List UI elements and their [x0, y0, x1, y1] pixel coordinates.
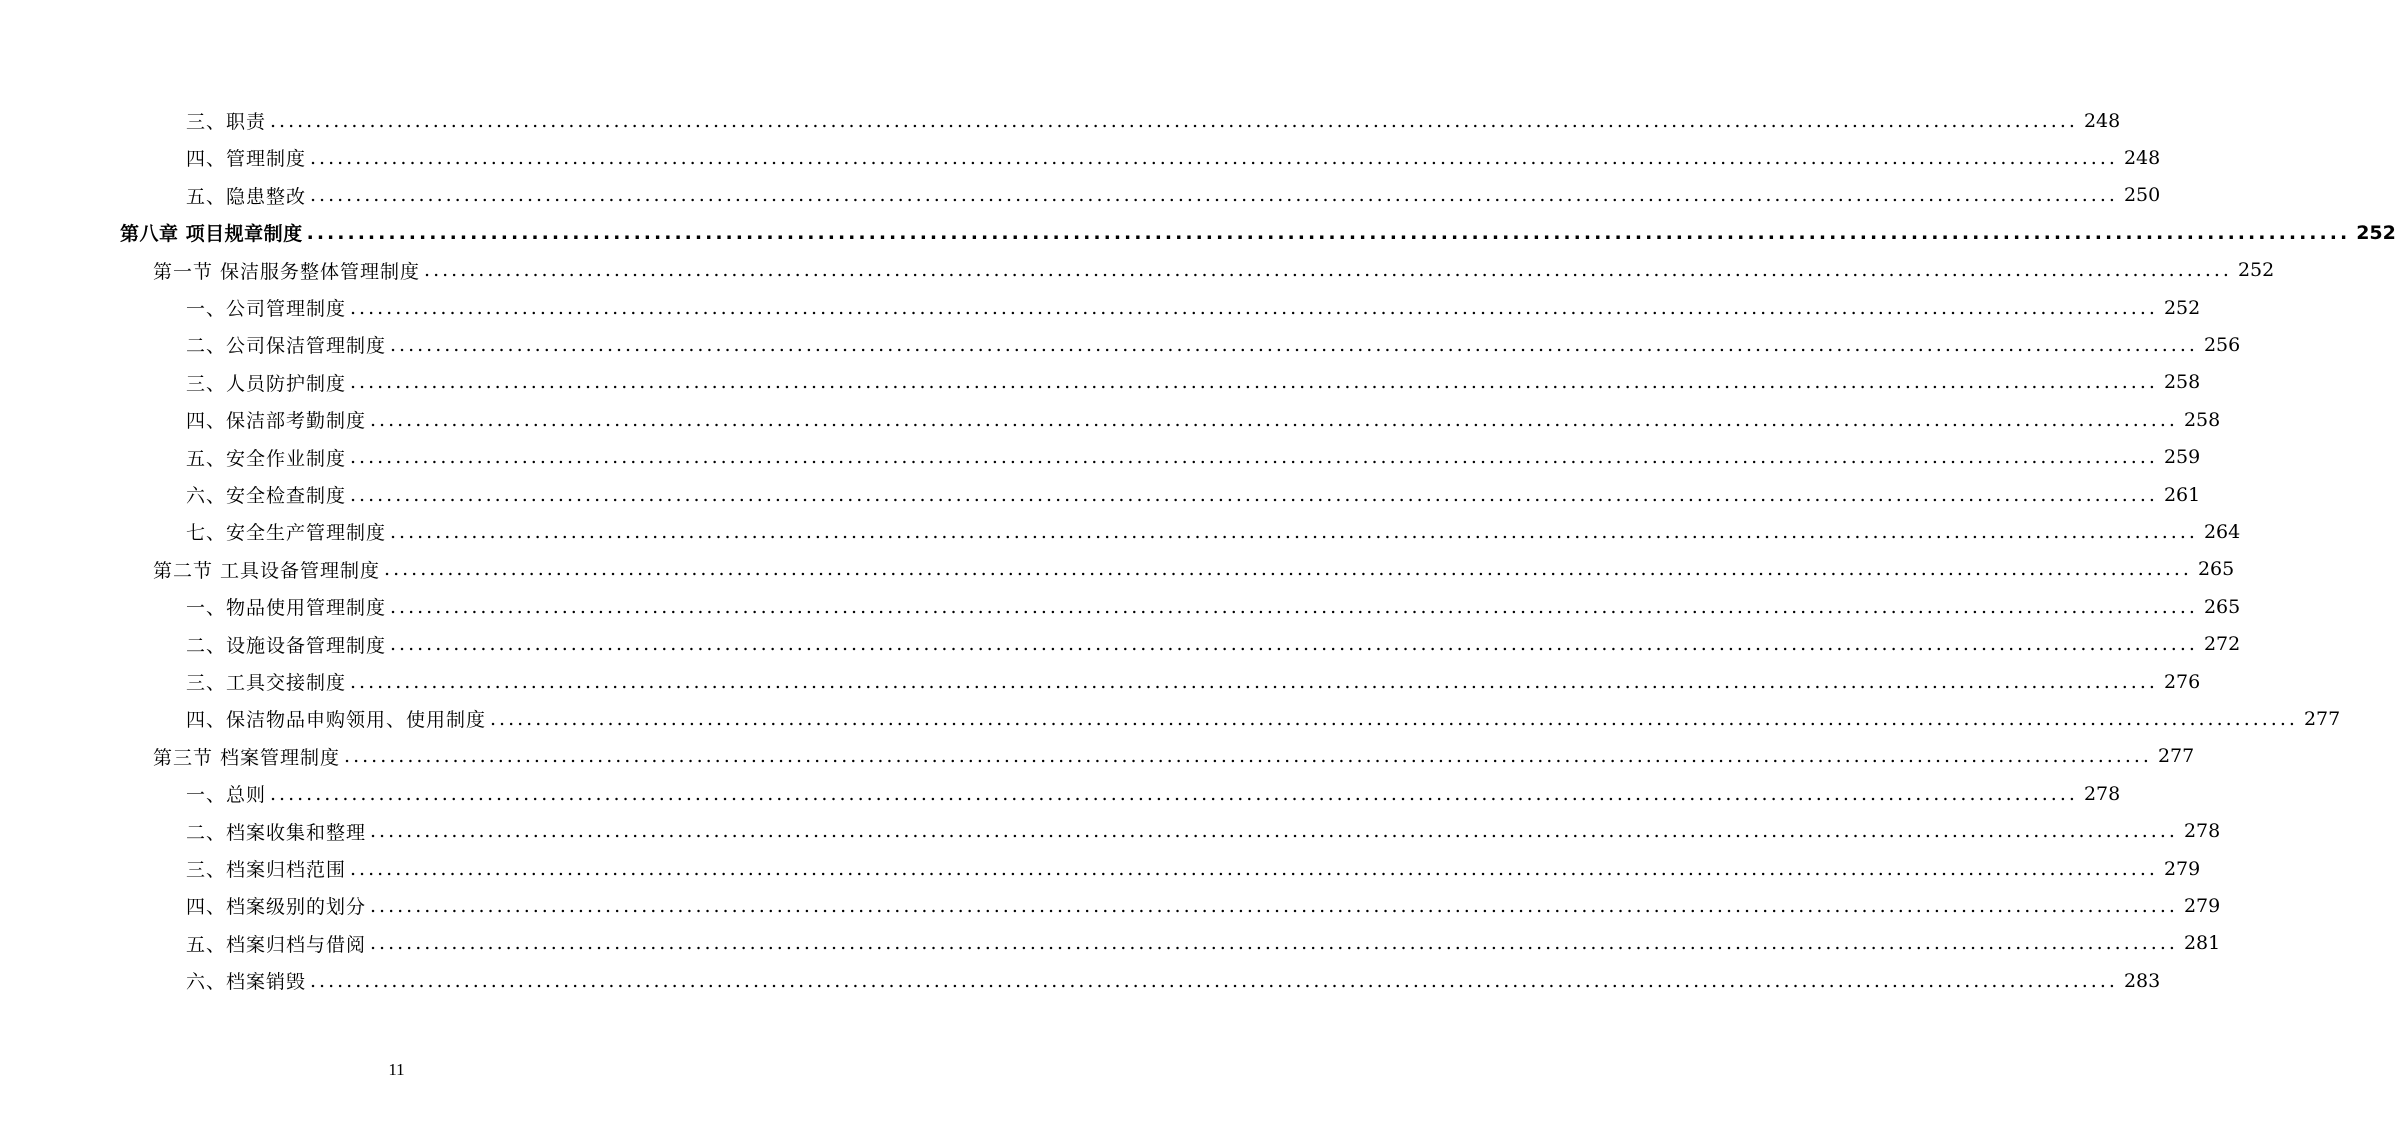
toc-entry-title: 第三节 档案管理制度	[153, 746, 341, 769]
page-number: 11	[388, 1060, 405, 1079]
toc-item-entry	[186, 925, 2221, 962]
toc-item-entry	[186, 850, 2201, 887]
toc-chapter-entry	[120, 214, 2396, 251]
toc-item-entry	[186, 476, 2201, 513]
toc-leader-dots: ........................................................................................................................................................................................................	[390, 633, 2198, 656]
toc-entry-title: 四、保洁物品申购领用、使用制度	[186, 709, 487, 732]
toc-entry-title: 一、物品使用管理制度	[186, 597, 387, 620]
toc-entry-page: 258	[2183, 408, 2221, 431]
toc-entry-page: 248	[2083, 109, 2121, 132]
toc-item-entry	[186, 887, 2221, 924]
toc-leader-dots: ........................................................................................................................................................................................................	[350, 483, 2158, 506]
toc-entry-title: 五、档案归档与借阅	[186, 933, 367, 956]
toc-leader-dots: ........................................................................................................................................................................................................	[370, 894, 2178, 917]
toc-entry-page: 283	[2123, 969, 2161, 992]
toc-leader-dots: ........................................................................................................................................................................................................	[310, 184, 2118, 207]
toc-section-entry	[153, 551, 2235, 588]
toc-entry-title: 三、人员防护制度	[186, 372, 347, 395]
toc-leader-dots: ........................................................................................................................................................................................................	[270, 782, 2078, 805]
toc-entry-title: 五、隐患整改	[186, 185, 307, 208]
toc-item-entry	[186, 364, 2201, 401]
toc-item-entry	[186, 401, 2221, 438]
toc-entry-page: 264	[2203, 520, 2241, 543]
toc-entry-page: 248	[2123, 146, 2161, 169]
toc-entry-page: 278	[2083, 782, 2121, 805]
toc-leader-dots: ........................................................................................................................................................................................................	[350, 446, 2158, 469]
toc-entry-title: 二、设施设备管理制度	[186, 634, 387, 657]
toc-leader-dots: ........................................................................................................................................................................................................	[344, 745, 2152, 768]
toc-entry-title: 第二节 工具设备管理制度	[153, 559, 381, 582]
toc-item-entry	[186, 513, 2241, 550]
toc-item-entry	[186, 439, 2201, 476]
toc-entry-page: 272	[2203, 633, 2241, 656]
toc-leader-dots: ........................................................................................................................................................................................................	[384, 558, 2192, 581]
toc-leader-dots: ........................................................................................................................................................................................................	[270, 109, 2078, 132]
toc-entry-title: 二、档案收集和整理	[186, 821, 367, 844]
toc-entry-page: 259	[2163, 446, 2201, 469]
toc-leader-dots: ........................................................................................................................................................................................................	[370, 408, 2178, 431]
toc-item-entry	[186, 588, 2241, 625]
toc-item-entry	[186, 177, 2161, 214]
toc-item-entry	[186, 102, 2121, 139]
toc-leader-dots: ........................................................................................................................................................................................................	[424, 259, 2232, 282]
toc-leader-dots: ........................................................................................................................................................................................................	[370, 932, 2178, 955]
toc-leader-dots: ........................................................................................................................................................................................................	[350, 296, 2158, 319]
toc-item-entry	[186, 962, 2161, 999]
toc-leader-dots: ........................................................................................................................................................................................................	[306, 221, 2351, 244]
toc-entry-title: 六、安全检查制度	[186, 485, 347, 507]
toc-entry-title: 五、安全作业制度	[186, 447, 347, 470]
toc-entry-page: 265	[2203, 595, 2241, 618]
toc-entry-title: 第一节 保洁服务整体管理制度	[153, 260, 421, 283]
toc-entry-page: 258	[2163, 371, 2201, 394]
toc-leader-dots: ........................................................................................................................................................................................................	[390, 595, 2198, 618]
toc-entry-title: 三、档案归档范围	[186, 859, 347, 881]
toc-leader-dots: ........................................................................................................................................................................................................	[310, 969, 2118, 992]
toc-entry-page: 277	[2157, 745, 2195, 768]
toc-entry-title: 三、职责	[186, 111, 267, 133]
toc-item-entry	[186, 700, 2341, 737]
toc-entry-page: 265	[2197, 558, 2235, 581]
toc-leader-dots: ........................................................................................................................................................................................................	[310, 146, 2118, 169]
toc-entry-page: 279	[2183, 894, 2221, 917]
toc-entry-page: 281	[2183, 932, 2221, 955]
toc-section-entry	[153, 252, 2275, 289]
toc-entry-page: 261	[2163, 483, 2201, 506]
toc-entry-title: 四、档案级别的划分	[186, 896, 367, 919]
toc-item-entry	[186, 663, 2201, 700]
toc-section-entry	[153, 738, 2195, 775]
toc-leader-dots: ........................................................................................................................................................................................................	[390, 520, 2198, 543]
toc-item-entry	[186, 139, 2161, 176]
toc-entry-page: 276	[2163, 670, 2201, 693]
toc-item-entry	[186, 813, 2221, 850]
toc-entry-title: 六、档案销毁	[186, 971, 307, 994]
toc-entry-page: 256	[2203, 333, 2241, 356]
toc-entry-title: 一、总则	[186, 784, 267, 807]
toc-entry-page: 279	[2163, 857, 2201, 880]
toc-item-entry	[186, 289, 2201, 326]
toc-entry-page: 252	[2356, 221, 2396, 244]
toc-entry-page: 252	[2237, 259, 2275, 282]
toc-leader-dots: ........................................................................................................................................................................................................	[370, 820, 2178, 843]
toc-leader-dots: ........................................................................................................................................................................................................	[350, 371, 2158, 394]
toc-leader-dots: ........................................................................................................................................................................................................	[490, 707, 2298, 730]
toc-entry-page: 250	[2123, 184, 2161, 207]
toc-leader-dots: ........................................................................................................................................................................................................	[390, 333, 2198, 356]
toc-item-entry	[186, 775, 2121, 812]
toc-entry-title: 第八章 项目规章制度	[120, 223, 303, 246]
toc-entry-page: 252	[2163, 296, 2201, 319]
toc-entry-title: 四、管理制度	[186, 148, 307, 171]
toc-entry-page: 277	[2303, 707, 2341, 730]
toc-item-entry	[186, 326, 2241, 363]
toc-entry-title: 三、工具交接制度	[186, 672, 347, 694]
toc-entry-page: 278	[2183, 820, 2221, 843]
toc-entry-title: 七、安全生产管理制度	[186, 522, 387, 545]
toc-entry-title: 一、公司管理制度	[186, 298, 347, 320]
toc-entry-title: 四、保洁部考勤制度	[186, 410, 367, 433]
toc-entry-title: 二、公司保洁管理制度	[186, 335, 387, 358]
toc-item-entry	[186, 626, 2241, 663]
toc-leader-dots: ........................................................................................................................................................................................................	[350, 857, 2158, 880]
toc-leader-dots: ........................................................................................................................................................................................................	[350, 670, 2158, 693]
